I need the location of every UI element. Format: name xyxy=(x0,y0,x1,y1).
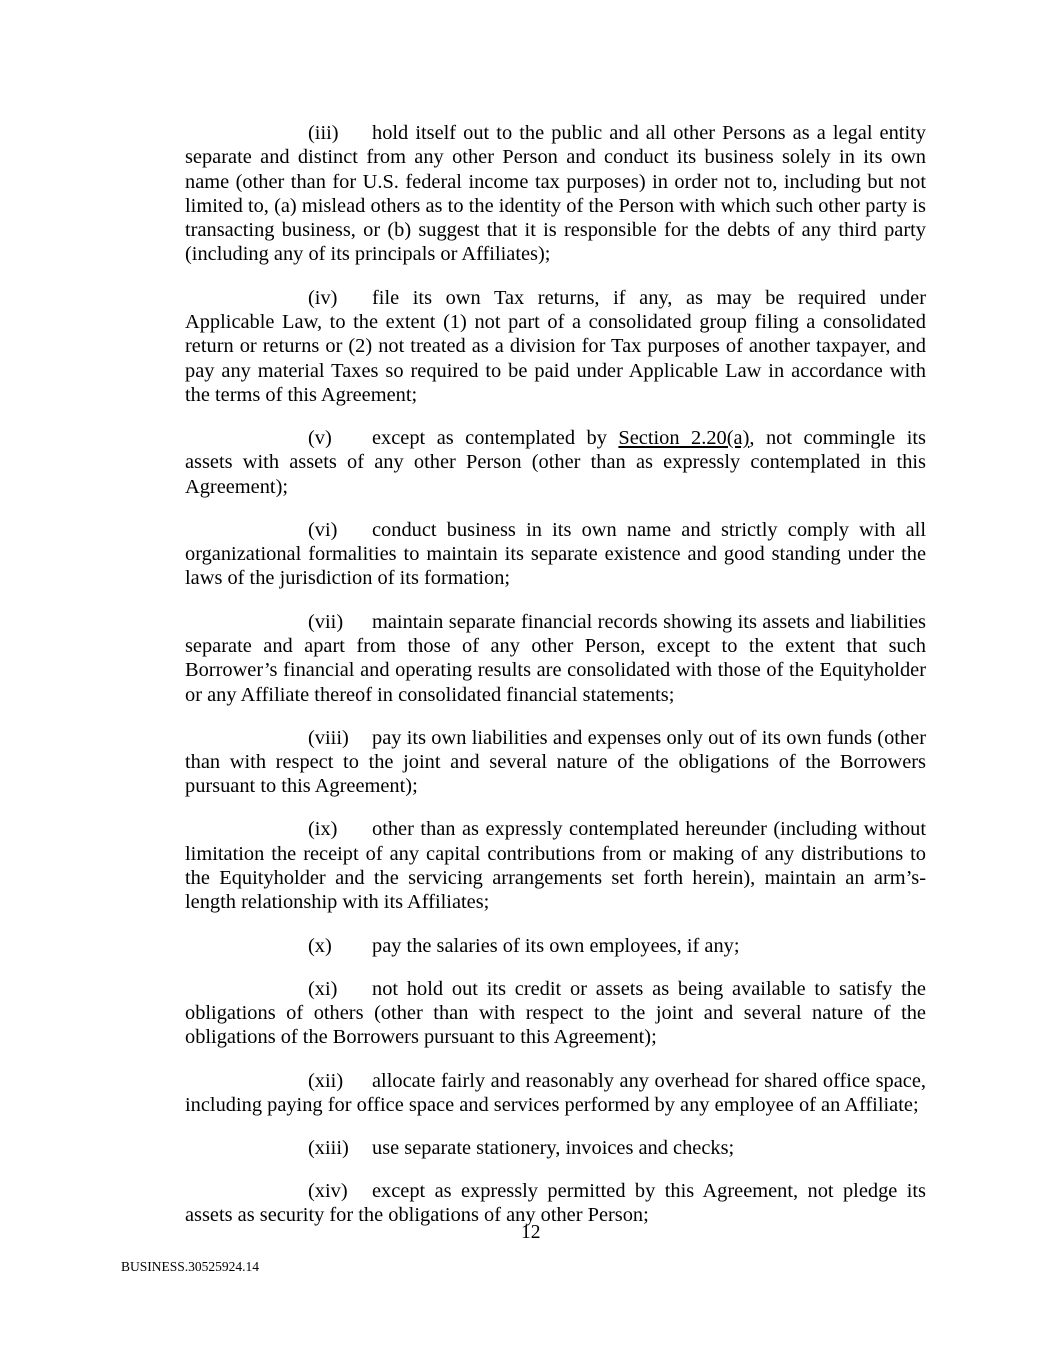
clause-v xyxy=(185,426,926,499)
section-2-20-a-reference: Section 2.20(a) xyxy=(618,427,750,450)
clause-vii xyxy=(185,610,926,707)
clause-text: pay its own liabilities and expenses only out of its own funds (other than with respect to the joint and several nature of the obligations of the Borrowers pursuant to this Agreement); xyxy=(185,726,926,798)
clause-viii xyxy=(185,726,926,799)
clause-text: except as expressly permitted by this Agreement, not pledge its assets as security for the obligations of any other Person; xyxy=(185,1180,926,1227)
clause-number: (iii) xyxy=(308,122,339,144)
clause-text: file its own Tax returns, if any, as may be required under Applicable Law, to the extent (1) not part of a consolidated group filing a consolidated return or returns or (2) not treated as a division for Tax purposes of another taxpayer, and pay any material Taxes so required to be paid under Applicable Law in accordance with the terms of this Agreement; xyxy=(185,286,926,406)
clause-xi xyxy=(185,977,926,1050)
clause-number: (viii) xyxy=(308,726,349,749)
clause-text: , not commingle its assets with assets of any other Person (other than as expressly contemplated in this Agreement); xyxy=(185,427,926,498)
clause-number: (vii) xyxy=(308,610,344,633)
clause-vi xyxy=(185,518,926,591)
clause-number: (xi) xyxy=(308,977,338,1000)
clause-number: (x) xyxy=(308,934,332,957)
clause-text: conduct business in its own name and strictly comply with all organizational formalities to maintain its separate existence and good standing under the laws of the jurisdiction of its formation; xyxy=(185,518,926,590)
clause-number: (v) xyxy=(308,427,332,450)
clause-text: except as contemplated by xyxy=(372,427,619,450)
clause-iii xyxy=(185,121,926,267)
clause-text: not hold out its credit or assets as being available to satisfy the obligations of others (other than with respect to the joint and several nature of the obligations of the Borrowers pursuant to this Agreement); xyxy=(185,977,926,1049)
clause-xiii xyxy=(185,1136,926,1160)
clause-x xyxy=(185,934,926,958)
clauses-section xyxy=(185,121,926,1228)
clause-text: hold itself out to the public and all other Persons as a legal entity separate and distinct from any other Person and conduct its business solely in its own name (other than for U.S. federal income tax purposes) in order not to, including but not limited to, (a) mislead others as to the identity of the Person with which such other party is transacting business, or (b) suggest that it is responsible for the debts of any third party (including any of its principals or Affiliates); xyxy=(185,122,926,266)
clause-number: (xiii) xyxy=(308,1137,349,1159)
clause-number: (xiv) xyxy=(308,1180,348,1203)
clause-number: (vi) xyxy=(308,518,338,541)
clause-number: (xii) xyxy=(308,1069,344,1092)
clause-xii xyxy=(185,1069,926,1118)
clause-ix xyxy=(185,817,926,914)
page-number: 12 xyxy=(521,1222,541,1243)
clause-xiv xyxy=(185,1179,926,1228)
clause-number: (ix) xyxy=(308,818,338,841)
clause-number: (iv) xyxy=(308,286,338,309)
document-footer-id: BUSINESS.30525924.14 xyxy=(121,1259,260,1274)
clause-iv xyxy=(185,286,926,407)
clause-text: other than as expressly contemplated hereunder (including without limitation the receipt of any capital contributions from or making of any distributions to the Equityholder and the servicing arrangements set forth herein), maintain an arm’s-length relationship with its Affiliates; xyxy=(185,818,926,914)
clause-text: use separate stationery, invoices and checks; xyxy=(372,1137,735,1159)
clause-text: pay the salaries of its own employees, if any; xyxy=(372,934,740,957)
clause-text: maintain separate financial records showing its assets and liabilities separate and apart from those of any other Person, except to the extent that such Borrower’s financial and operating results are consolidated with those of the Equityholder or any Affiliate thereof in consolidated financial statements; xyxy=(185,610,926,706)
clause-text: allocate fairly and reasonably any overhead for shared office space, including paying for office space and services performed by any employee of an Affiliate; xyxy=(185,1069,926,1116)
